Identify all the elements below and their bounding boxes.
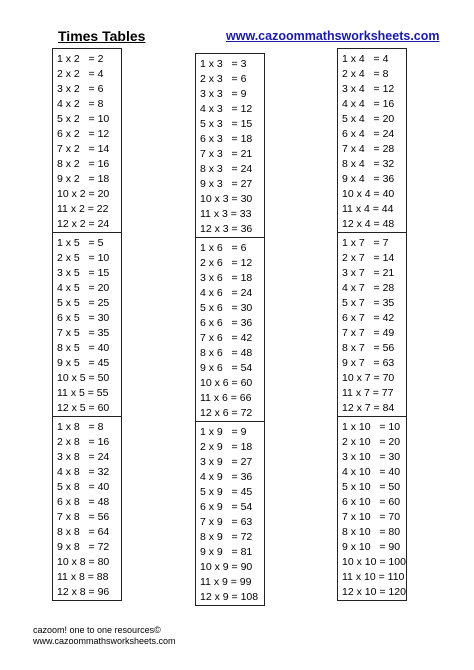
- times-table-row: 12 x 3 = 36: [200, 223, 253, 235]
- times-table-row: 3 x 3 = 9: [200, 88, 247, 100]
- times-table-row: 9 x 4 = 36: [342, 173, 395, 185]
- times-table-row: 2 x 4 = 8: [342, 68, 389, 80]
- times-table-row: 3 x 7 = 21: [342, 267, 395, 279]
- times-table-block: [52, 48, 122, 233]
- times-table-row: 3 x 4 = 12: [342, 83, 395, 95]
- times-table-row: 5 x 6 = 30: [200, 302, 253, 314]
- times-table-row: 4 x 9 = 36: [200, 471, 253, 483]
- times-table-row: 2 x 8 = 16: [57, 436, 110, 448]
- times-table-block: [337, 232, 407, 417]
- times-table-row: 7 x 9 = 63: [200, 516, 253, 528]
- times-table-row: 11 x 7 = 77: [342, 387, 394, 399]
- times-table-row: 4 x 7 = 28: [342, 282, 395, 294]
- times-table-row: 9 x 7 = 63: [342, 357, 395, 369]
- times-table-row: 3 x 10 = 30: [342, 451, 401, 463]
- times-table-row: 1 x 5 = 5: [57, 237, 104, 249]
- times-table-row: 10 x 4 = 40: [342, 188, 395, 200]
- times-table-row: 1 x 8 = 8: [57, 421, 104, 433]
- times-table-row: 5 x 7 = 35: [342, 297, 395, 309]
- times-table-row: 7 x 6 = 42: [200, 332, 253, 344]
- times-table-row: 4 x 8 = 32: [57, 466, 110, 478]
- times-table-row: 1 x 6 = 6: [200, 242, 247, 254]
- times-table-row: 6 x 5 = 30: [57, 312, 110, 324]
- times-table-row: 1 x 2 = 2: [57, 53, 104, 65]
- times-table-row: 2 x 10 = 20: [342, 436, 401, 448]
- times-table-row: 1 x 7 = 7: [342, 237, 389, 249]
- times-table-row: 5 x 8 = 40: [57, 481, 110, 493]
- times-table-row: 11 x 3 = 33: [200, 208, 252, 220]
- times-table-block: [195, 53, 265, 238]
- times-table-row: 6 x 9 = 54: [200, 501, 253, 513]
- times-table-row: 1 x 10 = 10: [342, 421, 401, 433]
- times-table-row: 11 x 10 = 110: [342, 571, 405, 583]
- times-table-row: 3 x 6 = 18: [200, 272, 253, 284]
- times-table-row: 7 x 3 = 21: [200, 148, 253, 160]
- times-table-row: 9 x 9 = 81: [200, 546, 253, 558]
- times-table-row: 3 x 5 = 15: [57, 267, 110, 279]
- times-table-row: 7 x 4 = 28: [342, 143, 395, 155]
- times-table-row: 6 x 7 = 42: [342, 312, 395, 324]
- times-table-row: 11 x 9 = 99: [200, 576, 252, 588]
- times-table-row: 3 x 9 = 27: [200, 456, 253, 468]
- times-table-row: 2 x 3 = 6: [200, 73, 247, 85]
- times-table-block: [337, 416, 407, 601]
- times-table-row: 9 x 3 = 27: [200, 178, 253, 190]
- times-table-row: 10 x 3 = 30: [200, 193, 253, 205]
- times-table-row: 4 x 10 = 40: [342, 466, 401, 478]
- times-table-row: 4 x 4 = 16: [342, 98, 395, 110]
- times-table-row: 1 x 3 = 3: [200, 58, 247, 70]
- times-table-row: 11 x 6 = 66: [200, 392, 252, 404]
- times-table-row: 2 x 2 = 4: [57, 68, 104, 80]
- times-table-row: 6 x 10 = 60: [342, 496, 401, 508]
- times-table-row: 5 x 5 = 25: [57, 297, 110, 309]
- times-table-row: 9 x 2 = 18: [57, 173, 110, 185]
- times-table-row: 4 x 6 = 24: [200, 287, 253, 299]
- times-table-row: 7 x 7 = 49: [342, 327, 395, 339]
- times-table-row: 5 x 10 = 50: [342, 481, 401, 493]
- times-table-row: 10 x 6 = 60: [200, 377, 253, 389]
- times-table-row: 10 x 5 = 50: [57, 372, 110, 384]
- times-table-row: 11 x 5 = 55: [57, 387, 109, 399]
- times-table-row: 8 x 4 = 32: [342, 158, 395, 170]
- times-table-row: 8 x 5 = 40: [57, 342, 110, 354]
- times-table-row: 2 x 5 = 10: [57, 252, 110, 264]
- times-table-row: 8 x 10 = 80: [342, 526, 401, 538]
- times-table-row: 3 x 8 = 24: [57, 451, 110, 463]
- times-table-row: 9 x 10 = 90: [342, 541, 401, 553]
- times-table-row: 8 x 2 = 16: [57, 158, 110, 170]
- times-table-block: [337, 48, 407, 233]
- times-table-row: 10 x 2 = 20: [57, 188, 110, 200]
- times-table-row: 10 x 7 = 70: [342, 372, 395, 384]
- times-table-row: 2 x 6 = 12: [200, 257, 253, 269]
- times-table-block: [52, 416, 122, 601]
- times-table-row: 10 x 10 = 100: [342, 556, 406, 568]
- times-table-column-1: [52, 49, 122, 601]
- website-link[interactable]: www.cazoommathsworksheets.com: [226, 29, 440, 43]
- times-table-row: 6 x 8 = 48: [57, 496, 110, 508]
- times-table-column-3: [337, 49, 407, 601]
- times-table-row: 8 x 7 = 56: [342, 342, 395, 354]
- times-table-row: 11 x 8 = 88: [57, 571, 109, 583]
- times-table-row: 9 x 5 = 45: [57, 357, 110, 369]
- times-table-row: 6 x 3 = 18: [200, 133, 253, 145]
- times-table-row: 1 x 9 = 9: [200, 426, 247, 438]
- times-table-row: 12 x 5 = 60: [57, 402, 110, 414]
- footer: [33, 625, 176, 647]
- times-table-row: 10 x 9 = 90: [200, 561, 253, 573]
- times-table-row: 2 x 9 = 18: [200, 441, 253, 453]
- times-table-row: 12 x 2 = 24: [57, 218, 110, 230]
- times-table-row: 6 x 4 = 24: [342, 128, 395, 140]
- times-table-row: 11 x 2 = 22: [57, 203, 109, 215]
- times-table-row: 10 x 8 = 80: [57, 556, 110, 568]
- times-table-row: 12 x 4 = 48: [342, 218, 395, 230]
- times-table-row: 12 x 8 = 96: [57, 586, 110, 598]
- times-table-row: 7 x 10 = 70: [342, 511, 401, 523]
- times-table-row: 8 x 3 = 24: [200, 163, 253, 175]
- times-table-row: 8 x 6 = 48: [200, 347, 253, 359]
- times-table-row: 12 x 7 = 84: [342, 402, 395, 414]
- times-table-row: 12 x 9 = 108: [200, 591, 259, 603]
- times-table-row: 9 x 6 = 54: [200, 362, 253, 374]
- times-table-row: 8 x 9 = 72: [200, 531, 253, 543]
- times-table-row: 6 x 6 = 36: [200, 317, 253, 329]
- times-table-row: 7 x 2 = 14: [57, 143, 110, 155]
- times-table-row: 4 x 2 = 8: [57, 98, 104, 110]
- times-table-block: [52, 232, 122, 417]
- times-table-row: 4 x 3 = 12: [200, 103, 253, 115]
- times-table-row: 1 x 4 = 4: [342, 53, 389, 65]
- times-table-row: 3 x 2 = 6: [57, 83, 104, 95]
- times-table-row: 4 x 5 = 20: [57, 282, 110, 294]
- times-table-row: 9 x 8 = 72: [57, 541, 110, 553]
- times-table-row: 12 x 6 = 72: [200, 407, 253, 419]
- times-table-row: 5 x 9 = 45: [200, 486, 253, 498]
- times-table-row: 11 x 4 = 44: [342, 203, 394, 215]
- footer-url: www.cazoommathsworksheets.com: [33, 636, 176, 646]
- times-table-row: 2 x 7 = 14: [342, 252, 395, 264]
- times-table-column-2: [195, 49, 265, 606]
- page-title: Times Tables: [58, 28, 146, 44]
- footer-copyright: cazoom! one to one resources©: [33, 625, 161, 635]
- times-table-row: 7 x 5 = 35: [57, 327, 110, 339]
- times-table-block: [195, 421, 265, 606]
- times-table-block: [195, 237, 265, 422]
- times-table-row: 12 x 10 = 120: [342, 586, 406, 598]
- times-table-row: 6 x 2 = 12: [57, 128, 110, 140]
- times-table-row: 8 x 8 = 64: [57, 526, 110, 538]
- times-table-row: 5 x 2 = 10: [57, 113, 110, 125]
- times-table-row: 5 x 4 = 20: [342, 113, 395, 125]
- times-table-row: 5 x 3 = 15: [200, 118, 253, 130]
- times-table-row: 7 x 8 = 56: [57, 511, 110, 523]
